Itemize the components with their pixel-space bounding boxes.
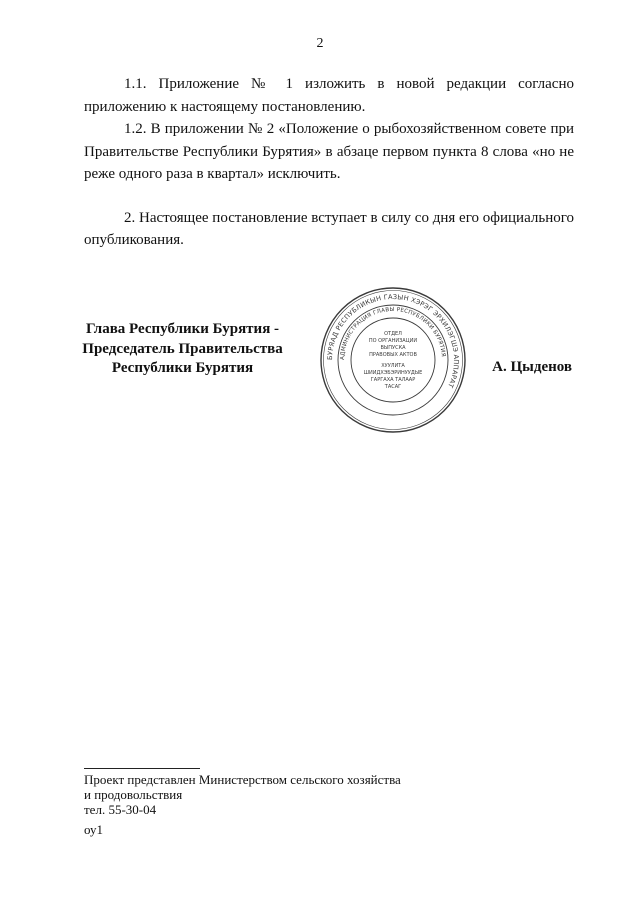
signatory-name: А. Цыденов: [492, 359, 572, 375]
footnote-divider: [84, 768, 200, 769]
paragraph-1-1: 1.1. Приложение № 1 изложить в новой редакции согласно приложению к настоящему постановлению.: [84, 76, 574, 115]
footnote-line: и продовольствия: [84, 787, 183, 802]
seal-outer-text: БУРЯАД РЕСПУБЛИКЫН ГАЗЫН ХЭРЭГ ЭРХИЛЭГШЭ АППАРАТ: [325, 292, 461, 390]
signatory-title-line: Председатель Правительства: [82, 340, 283, 357]
seal-inner-text: АДМИНИСТРАЦИЯ ГЛАВЫ РЕСПУБЛИКИ БУРЯТИЯ: [339, 306, 446, 361]
paragraph-1-2: 1.2. В приложении № 2 «Положение о рыбохозяйственном совете при Правительстве Республики Бурятия» в абзаце первом пункта 8 слова «но не реже одного раза в квартал» исключить.: [84, 121, 574, 182]
paragraph-2: 2. Настоящее постановление вступает в силу со дня его официального опубликования.: [84, 209, 574, 248]
seal-center-line: ХУУЛИТА: [381, 363, 405, 369]
seal-center-line: ВЫПУСКА: [380, 345, 406, 351]
seal-center-line: ПРАВОВЫХ АКТОВ: [369, 352, 417, 358]
signatory-title-line: Республики Бурятия: [111, 360, 254, 376]
signatory-title-line: Глава Республики Бурятия -: [85, 321, 280, 337]
document-body: [84, 73, 574, 252]
document-code: оу1: [84, 822, 104, 837]
official-seal-stamp: [318, 285, 468, 435]
seal-center-line: ТАСАГ: [384, 384, 402, 390]
footnote: [84, 772, 401, 817]
seal-center-line: ОТДЕЛ: [384, 331, 402, 337]
page-number: 2: [316, 36, 324, 51]
signatory-title: [60, 320, 305, 379]
footnote-line: тел. 55-30-04: [84, 802, 157, 817]
seal-center-line: ШИИДХЭБЭРИНУУДЫЕ: [363, 370, 423, 376]
seal-center-line: ПО ОРГАНИЗАЦИИ: [368, 338, 418, 344]
seal-center-line: ГАРГАХА ТАЛААР: [370, 377, 416, 383]
footnote-line: Проект представлен Министерством сельского хозяйства: [84, 772, 401, 787]
